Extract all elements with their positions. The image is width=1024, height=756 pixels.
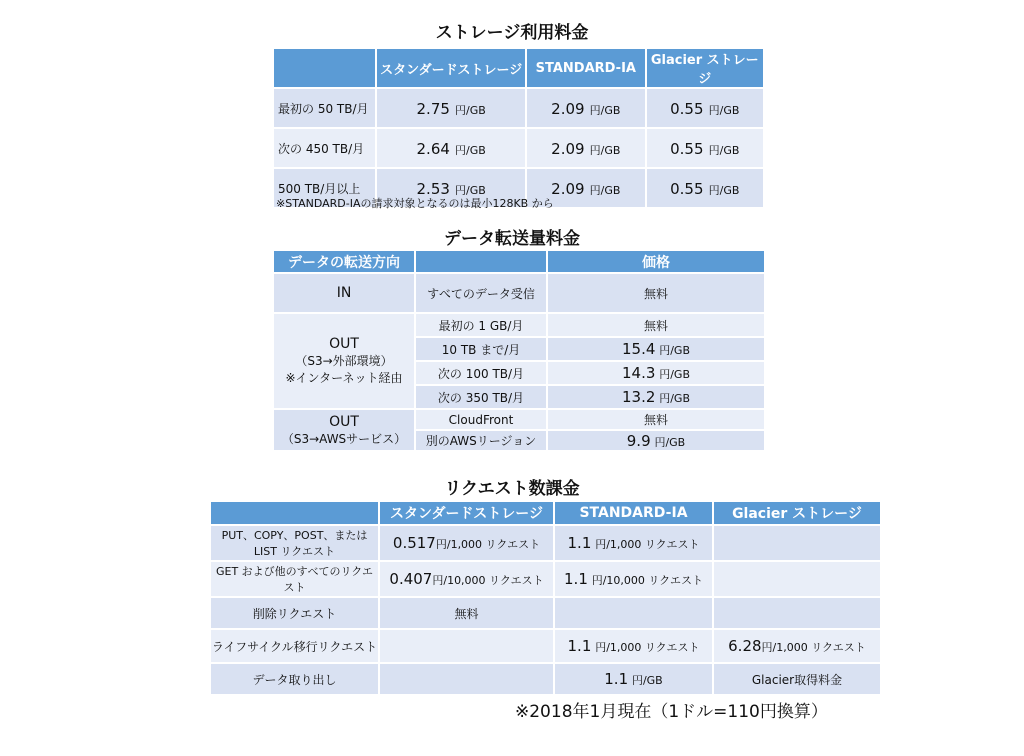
price-cell: 2.09 円/GB xyxy=(527,129,644,167)
price-cell: 0.55 円/GB xyxy=(647,169,763,207)
storage-title: ストレージ利用料金 xyxy=(435,23,589,43)
table-row xyxy=(211,598,880,628)
table-row xyxy=(211,630,880,662)
tier-label: 次の 450 TB/月 xyxy=(274,129,375,167)
request-type-label: ライフサイクル移行リクエスト xyxy=(211,630,378,662)
table-row xyxy=(274,129,763,167)
request-price-cell: 6.28円/1,000 リクエスト xyxy=(714,630,880,662)
transfer-price: 9.9 円/GB xyxy=(548,431,764,450)
table-row xyxy=(274,410,764,429)
footer-note: ※2018年1月現在（1ドル=110円換算） xyxy=(515,702,828,722)
transfer-price: 無料 xyxy=(548,314,764,336)
transfer-price: 13.2 円/GB xyxy=(548,386,764,408)
transfer-detail: 次の 100 TB/月 xyxy=(416,362,546,384)
storage-header-standard: スタンダードストレージ xyxy=(377,49,525,87)
transfer-price: 14.3 円/GB xyxy=(548,362,764,384)
request-price-cell: 0.517円/1,000 リクエスト xyxy=(380,526,553,560)
direction-in: IN xyxy=(274,274,414,312)
request-price-cell xyxy=(380,664,553,694)
request-type-label: GET および他のすべてのリクエスト xyxy=(211,562,378,596)
table-row xyxy=(274,274,764,312)
request-type-label: PUT、COPY、POST、または LIST リクエスト xyxy=(211,526,378,560)
request-price-cell: 無料 xyxy=(380,598,553,628)
storage-header-glacier: Glacier ストレージ xyxy=(647,49,763,87)
table-row xyxy=(211,526,880,560)
transfer-title: データ転送量料金 xyxy=(444,229,580,249)
requests-header-blank xyxy=(211,502,378,524)
requests-header-glacier: Glacier ストレージ xyxy=(714,502,880,524)
transfer-detail: CloudFront xyxy=(416,410,546,429)
transfer-detail: すべてのデータ受信 xyxy=(416,274,546,312)
request-price-cell xyxy=(714,526,880,560)
storage-note: ※STANDARD-IAの請求対象となるのは最小128KB から xyxy=(276,197,554,210)
request-price-cell: 1.1 円/1,000 リクエスト xyxy=(555,526,712,560)
request-price-cell xyxy=(380,630,553,662)
table-row xyxy=(211,562,880,596)
price-cell: 2.09 円/GB xyxy=(527,89,644,127)
table-row xyxy=(211,664,880,694)
price-cell: 0.55 円/GB xyxy=(647,129,763,167)
transfer-price: 15.4 円/GB xyxy=(548,338,764,360)
request-price-cell: 1.1 円/GB xyxy=(555,664,712,694)
transfer-header-blank xyxy=(416,251,546,272)
price-cell: 2.09 円/GB xyxy=(527,169,644,207)
storage-header-ia: STANDARD-IA xyxy=(527,49,644,87)
request-price-cell: 1.1 円/1,000 リクエスト xyxy=(555,630,712,662)
requests-header-ia: STANDARD-IA xyxy=(555,502,712,524)
requests-header-standard: スタンダードストレージ xyxy=(380,502,553,524)
transfer-detail: 別のAWSリージョン xyxy=(416,431,546,450)
request-type-label: 削除リクエスト xyxy=(211,598,378,628)
request-price-cell: 1.1 円/10,000 リクエスト xyxy=(555,562,712,596)
price-cell: 2.53 円/GB xyxy=(377,169,525,207)
price-cell: 2.75 円/GB xyxy=(377,89,525,127)
transfer-price: 無料 xyxy=(548,274,764,312)
request-type-label: データ取り出し xyxy=(211,664,378,694)
transfer-header-price: 価格 xyxy=(548,251,764,272)
tier-label: 最初の 50 TB/月 xyxy=(274,89,375,127)
price-cell: 2.64 円/GB xyxy=(377,129,525,167)
request-price-cell xyxy=(555,598,712,628)
transfer-detail: 最初の 1 GB/月 xyxy=(416,314,546,336)
request-price-cell xyxy=(714,598,880,628)
transfer-detail: 10 TB まで/月 xyxy=(416,338,546,360)
table-row xyxy=(274,314,764,336)
tier-label: 500 TB/月以上 xyxy=(274,169,375,207)
table-row xyxy=(274,89,763,127)
direction-out-internet: OUT （S3→外部環境） ※インターネット経由 xyxy=(274,314,414,408)
requests-table xyxy=(209,500,882,696)
requests-title: リクエスト数課金 xyxy=(444,479,580,499)
request-price-cell: 0.407円/10,000 リクエスト xyxy=(380,562,553,596)
storage-table xyxy=(272,47,765,209)
transfer-detail: 次の 350 TB/月 xyxy=(416,386,546,408)
direction-out-aws: OUT （S3→AWSサービス） xyxy=(274,410,414,450)
transfer-header-direction: データの転送方向 xyxy=(274,251,414,272)
price-cell: 0.55 円/GB xyxy=(647,89,763,127)
transfer-price: 無料 xyxy=(548,410,764,429)
transfer-table xyxy=(272,249,766,452)
request-price-cell xyxy=(714,562,880,596)
request-price-cell: Glacier取得料金 xyxy=(714,664,880,694)
storage-header-blank xyxy=(274,49,375,87)
